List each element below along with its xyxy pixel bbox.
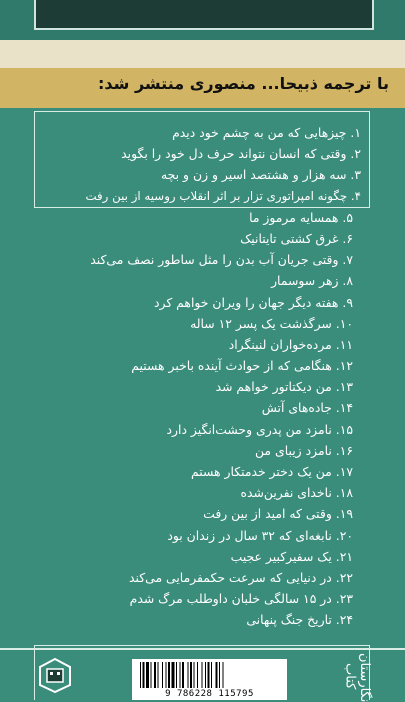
barcode-bar xyxy=(162,662,163,688)
top-frame xyxy=(34,0,374,30)
book-item: ۱۱. مرده‌خواران لنینگراد xyxy=(228,336,353,352)
book-item: ۷. وقتی جریان آب بدن را مثل ساطور نصف می‌کند xyxy=(90,252,353,268)
books-heading: با ترجمه ذبیحا... منصوری منتشر شد: xyxy=(98,74,389,93)
isbn-barcode xyxy=(132,659,287,700)
book-item: ۲۳. در ۱۵ سالگی خلبان داوطلب مرگ شدم xyxy=(129,591,353,607)
book-item: ۳. سه هزار و هشتصد اسیر و زن و بچه xyxy=(161,167,361,183)
barcode-bar xyxy=(205,662,206,688)
barcode-bar xyxy=(140,662,141,688)
barcode-bar xyxy=(172,662,175,688)
publisher-name: نگارستان کتاب xyxy=(342,653,372,702)
book-item: ۱۸. ناخدای نفرین‌شده xyxy=(240,485,353,501)
barcode-bar xyxy=(158,662,159,688)
book-item: ۲۰. نابغه‌ای که ۳۲ سال در زندان بود xyxy=(167,527,353,543)
book-item: ۶. غرق کشتی تایتانیک xyxy=(240,230,353,246)
barcode-bar xyxy=(208,662,210,688)
book-item: ۲۱. یک سفیرکبیر عجیب xyxy=(230,548,353,564)
barcode-bar xyxy=(190,662,192,688)
isbn-number: 9 786228 115795 xyxy=(165,689,254,699)
book-item: ۱۴. جاده‌های آتش xyxy=(261,400,353,416)
book-item: ۲. وقتی که انسان نتواند حرف دل خود را بگوید xyxy=(121,146,361,162)
barcode-bar xyxy=(197,662,198,688)
book-item: ۱۶. نامزد زیبای من xyxy=(255,442,353,458)
barcode-bars xyxy=(140,662,279,688)
barcode-bar xyxy=(182,662,184,688)
barcode-bar xyxy=(188,662,189,688)
barcode-bar xyxy=(166,662,167,688)
barcode-bar xyxy=(216,662,218,688)
barcode-bar xyxy=(168,662,170,688)
barcode-bar xyxy=(143,662,145,688)
barcode-bar xyxy=(211,662,212,688)
cream-band xyxy=(0,40,405,68)
book-list xyxy=(0,122,405,631)
barcode-bar xyxy=(154,662,156,688)
barcode-bar xyxy=(180,662,181,688)
book-item: ۱۲. هنگامی که از حوادث آینده باخبر هستیم xyxy=(131,358,353,374)
book-item: ۲۲. در دنیایی که سرعت حکمفرمایی می‌کند xyxy=(128,569,353,585)
barcode-bar xyxy=(202,662,203,688)
book-item: ۴. چگونه امپراتوری تزار بر اثر انقلاب روسیه از بین رفت xyxy=(85,188,361,203)
book-item: ۱۵. نامزد من پدری وحشت‌انگیز دارد xyxy=(166,421,353,437)
book-item: ۵. همسایه مرموز ما xyxy=(249,209,353,225)
book-item: ۹. هفته دیگر جهان را ویران خواهم کرد xyxy=(153,294,353,310)
book-item: ۱۹. وقتی که امید از بین رفت xyxy=(203,506,353,522)
barcode-bar xyxy=(146,662,149,688)
barcode-bar xyxy=(223,662,224,688)
barcode-bar xyxy=(151,662,152,688)
book-item: ۲۴. تاریخ جنگ پنهانی xyxy=(246,612,353,628)
book-item: ۱۰. سرگذشت یک پسر ۱۲ ساله xyxy=(190,315,353,331)
book-item: ۸. زهر سوسمار xyxy=(271,273,353,289)
book-item: ۱۷. من یک دختر خدمتکار هستم xyxy=(190,464,353,479)
barcode-bar xyxy=(219,662,220,688)
book-item: ۱. چیزهایی که من به چشم خود دیدم xyxy=(172,125,361,140)
barcode-bar xyxy=(194,662,195,688)
book-item: ۱۳. من دیکتاتور خواهم شد xyxy=(215,379,353,395)
barcode-bar xyxy=(176,662,177,688)
publisher-logo-icon xyxy=(38,657,72,693)
